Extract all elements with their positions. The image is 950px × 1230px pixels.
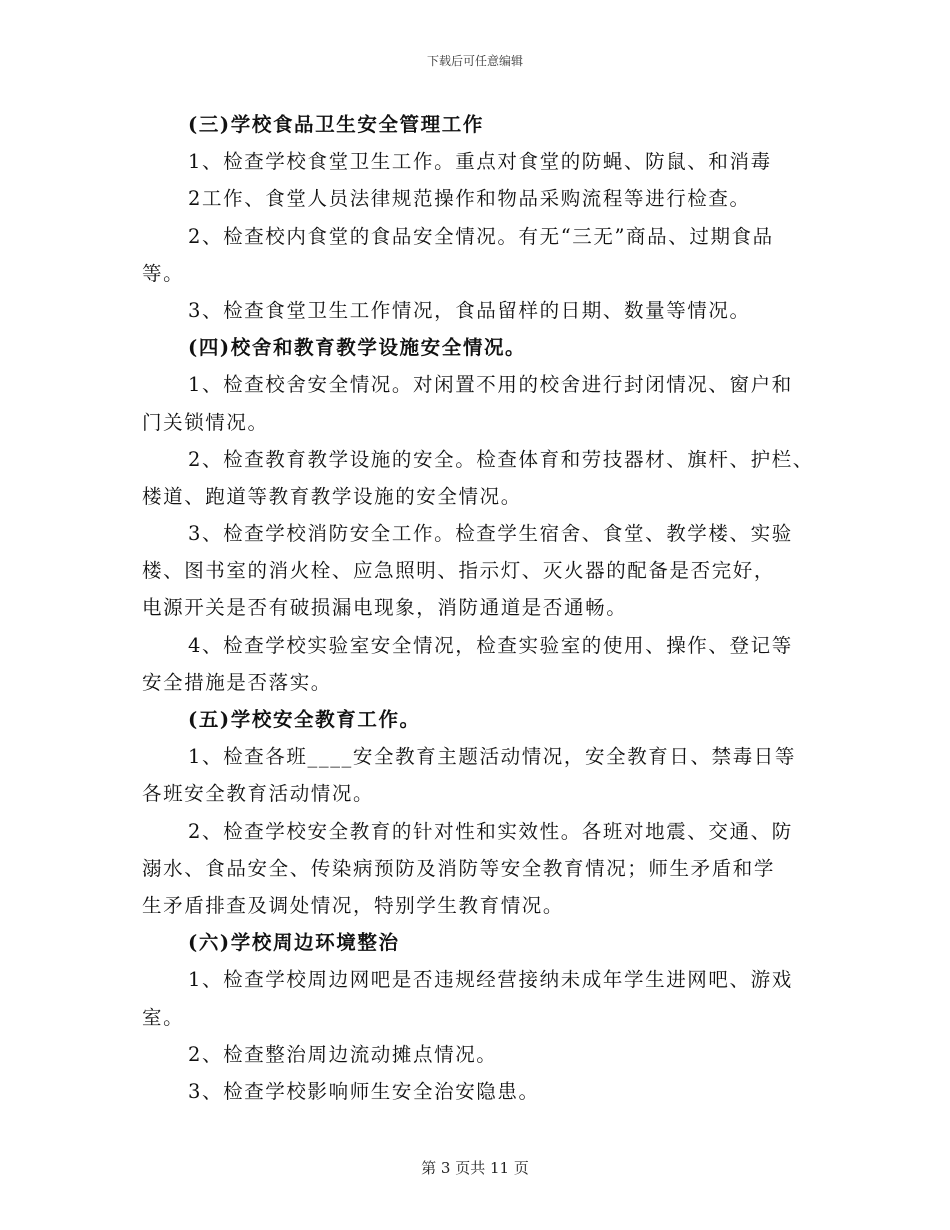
page-footer: 第 3 页共 11 页 bbox=[421, 1159, 529, 1177]
paragraph-line: 3、检查学校消防安全工作。检查学生宿舍、食堂、教学楼、实验 bbox=[188, 522, 793, 546]
section-heading: (六)学校周边环境整治 bbox=[188, 931, 400, 955]
paragraph-line: 2工作、食堂人员法律规范操作和物品采购流程等进行检查。 bbox=[188, 187, 751, 211]
paragraph-line: 1、检查学校食堂卫生工作。重点对食堂的防蝇、防鼠、和消毒 bbox=[188, 150, 772, 174]
paragraph-line: 楼、图书室的消火栓、应急照明、指示灯、灭火器的配备是否完好， bbox=[142, 559, 776, 583]
paragraph-line: 1、检查各班____安全教育主题活动情况，安全教育日、禁毒日等 bbox=[188, 745, 797, 769]
paragraph-line: 2、检查学校安全教育的针对性和实效性。各班对地震、交通、防 bbox=[188, 819, 793, 843]
document-body bbox=[142, 106, 822, 1110]
paragraph-line: 4、检查学校实验室安全情况，检查实验室的使用、操作、登记等 bbox=[188, 633, 793, 657]
page-header: 下载后可任意编辑 bbox=[426, 54, 523, 68]
paragraph-line: 各班安全教育活动情况。 bbox=[142, 782, 375, 806]
paragraph-line: 2、检查教育教学设施的安全。检查体育和劳技器材、旗杆、护栏、 bbox=[188, 447, 814, 471]
paragraph-line: 安全措施是否落实。 bbox=[142, 670, 332, 694]
paragraph-line: 室。 bbox=[142, 1005, 185, 1029]
paragraph-line: 溺水、食品安全、传染病预防及消防等安全教育情况；师生矛盾和学 bbox=[142, 856, 776, 880]
paragraph-line: 楼道、跑道等教育教学设施的安全情况。 bbox=[142, 484, 522, 508]
paragraph-line: 电源开关是否有破损漏电现象，消防通道是否通畅。 bbox=[142, 596, 628, 620]
paragraph-line: 1、检查学校周边网吧是否违规经营接纳未成年学生进网吧、游戏 bbox=[188, 968, 793, 992]
paragraph-line: 3、检查食堂卫生工作情况，食品留样的日期、数量等情况。 bbox=[188, 298, 751, 322]
section-heading: (三)学校食品卫生安全管理工作 bbox=[188, 113, 484, 136]
paragraph-line: 生矛盾排查及调处情况，特别学生教育情况。 bbox=[142, 893, 565, 917]
paragraph-line: 等。 bbox=[142, 261, 185, 285]
paragraph-line: 2、检查校内食堂的食品安全情况。有无“三无”商品、过期食品 bbox=[188, 224, 774, 248]
paragraph-line: 门关锁情况。 bbox=[142, 410, 269, 434]
section-heading: (五)学校安全教育工作。 bbox=[188, 708, 421, 731]
paragraph-line: 2、检查整治周边流动摊点情况。 bbox=[188, 1042, 498, 1066]
section-heading: (四)校舍和教育教学设施安全情况。 bbox=[188, 336, 527, 360]
paragraph-line: 1、检查校舍安全情况。对闲置不用的校舍进行封闭情况、窗户和 bbox=[188, 373, 793, 397]
paragraph-line: 3、检查学校影响师生安全治安隐患。 bbox=[188, 1079, 540, 1103]
